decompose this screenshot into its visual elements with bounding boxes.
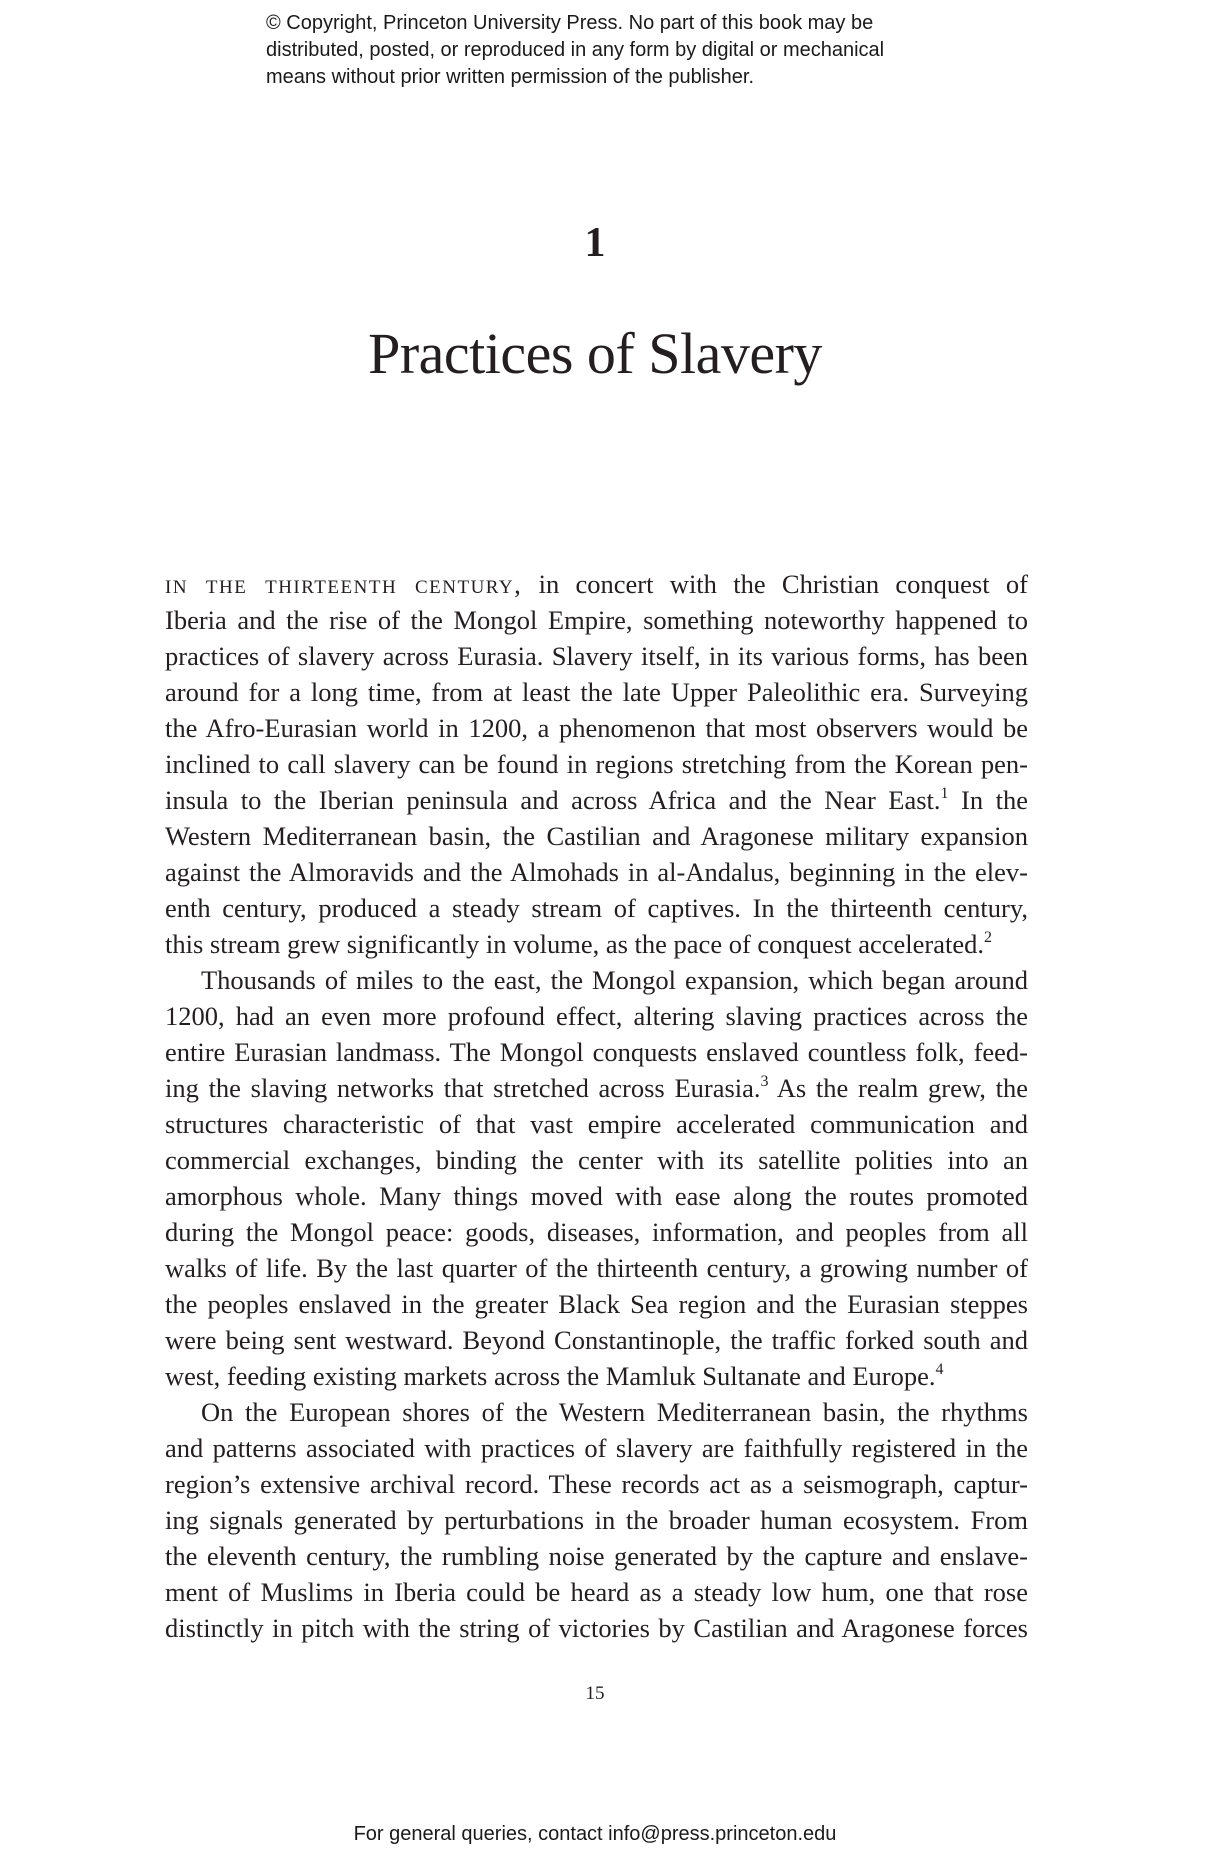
footnote-ref[interactable]: 2	[984, 929, 992, 946]
chapter-number: 1	[584, 220, 606, 266]
text-line: ing signals generated by perturbations in the broader human ecosystem. From	[165, 1505, 1028, 1535]
text-line: and patterns associated with practices of slavery are faithfully registered in the	[165, 1433, 1028, 1463]
footnote-ref[interactable]: 3	[760, 1073, 769, 1090]
copyright-notice	[266, 10, 1026, 91]
text-line: walks of life. By the last quarter of the thirteenth century, a growing number of	[165, 1253, 1028, 1283]
text-line	[165, 1358, 1028, 1394]
copyright-line: means without prior written permission of the publisher.	[266, 66, 755, 88]
text-line: the eleventh century, the rumbling noise generated by the capture and enslave-	[165, 1541, 1028, 1571]
text-line: region’s extensive archival record. These records act as a seismograph, captur-	[165, 1469, 1028, 1499]
text-line: 1200, had an even more profound effect, altering slaving practices across the	[165, 1001, 1028, 1031]
text-line: the Afro-Eurasian world in 1200, a phenomenon that most observers would be	[165, 713, 1028, 743]
text-line: commercial exchanges, binding the center with its satellite polities into an	[165, 1145, 1028, 1175]
text-line: Thousands of miles to the east, the Mongol expansion, which began around	[201, 965, 1028, 995]
footer-contact: For general queries, contact info@press.princeton.edu	[353, 1823, 837, 1845]
text-line: Western Mediterranean basin, the Castilian and Aragonese military expansion	[165, 821, 1028, 851]
body-text	[165, 566, 1028, 1646]
text-line	[165, 782, 1028, 818]
text-line	[165, 566, 1028, 602]
footnote-ref[interactable]: 4	[935, 1361, 944, 1378]
text-line: On the European shores of the Western Mediterranean basin, the rhythms	[201, 1397, 1028, 1427]
text-line	[165, 926, 1028, 962]
text-line: amorphous whole. Many things moved with ease along the routes promoted	[165, 1181, 1028, 1211]
text-line: inclined to call slavery can be found in regions stretching from the Korean pen-	[165, 749, 1028, 779]
footnote-ref[interactable]: 1	[940, 785, 949, 802]
line-text: As the realm grew, the	[768, 1073, 1028, 1103]
text-line: practices of slavery across Eurasia. Slavery itself, in its various forms, has been	[165, 641, 1028, 671]
line-text: west, feeding existing markets across the Mamluk Sultanate and Europe.	[165, 1361, 936, 1391]
paragraph-2	[165, 962, 1028, 1394]
chapter-title: Practices of Slavery	[368, 321, 822, 386]
text-line: the peoples enslaved in the greater Black Sea region and the Eurasian steppes	[165, 1289, 1028, 1319]
text-line: around for a long time, from at least the late Upper Paleolithic era. Surveying	[165, 677, 1028, 707]
text-line: were being sent westward. Beyond Constantinople, the traffic forked south and	[165, 1325, 1028, 1355]
text-line: ment of Muslims in Iberia could be heard as a steady low hum, one that rose	[165, 1577, 1028, 1607]
text-line: during the Mongol peace: goods, diseases, information, and peoples from all	[165, 1217, 1028, 1247]
text-line: structures characteristic of that vast empire accelerated communication and	[165, 1109, 1028, 1139]
paragraph-1	[165, 566, 1028, 962]
text-line: entire Eurasian landmass. The Mongol conquests enslaved countless folk, feed-	[165, 1037, 1028, 1067]
line-text: ing the slaving networks that stretched across Eurasia.	[165, 1073, 761, 1103]
copyright-line: distributed, posted, or reproduced in any form by digital or mechanical	[266, 39, 885, 61]
lead-in-smallcaps: in the thirteenth century,	[165, 569, 523, 599]
text-line: distinctly in pitch with the string of victories by Castilian and Aragonese forces	[165, 1613, 1028, 1643]
copyright-line: © Copyright, Princeton University Press. No part of this book may be	[266, 12, 874, 34]
line-text: insula to the Iberian peninsula and across Africa and the Near East.	[165, 785, 941, 815]
paragraph-3	[165, 1394, 1028, 1646]
text-line	[165, 1070, 1028, 1106]
text-line: enth century, produced a steady stream of captives. In the thirteenth century,	[165, 893, 1028, 923]
text-line: against the Almoravids and the Almohads in al-Andalus, beginning in the elev-	[165, 857, 1028, 887]
line-text: In the	[948, 785, 1028, 815]
line-text: in concert with the Christian conquest of	[522, 569, 1028, 599]
line-text: this stream grew significantly in volume, as the pace of conquest accelerated.	[165, 929, 984, 959]
page-number: 15	[585, 1683, 605, 1704]
text-line: Iberia and the rise of the Mongol Empire, something noteworthy happened to	[165, 605, 1028, 635]
